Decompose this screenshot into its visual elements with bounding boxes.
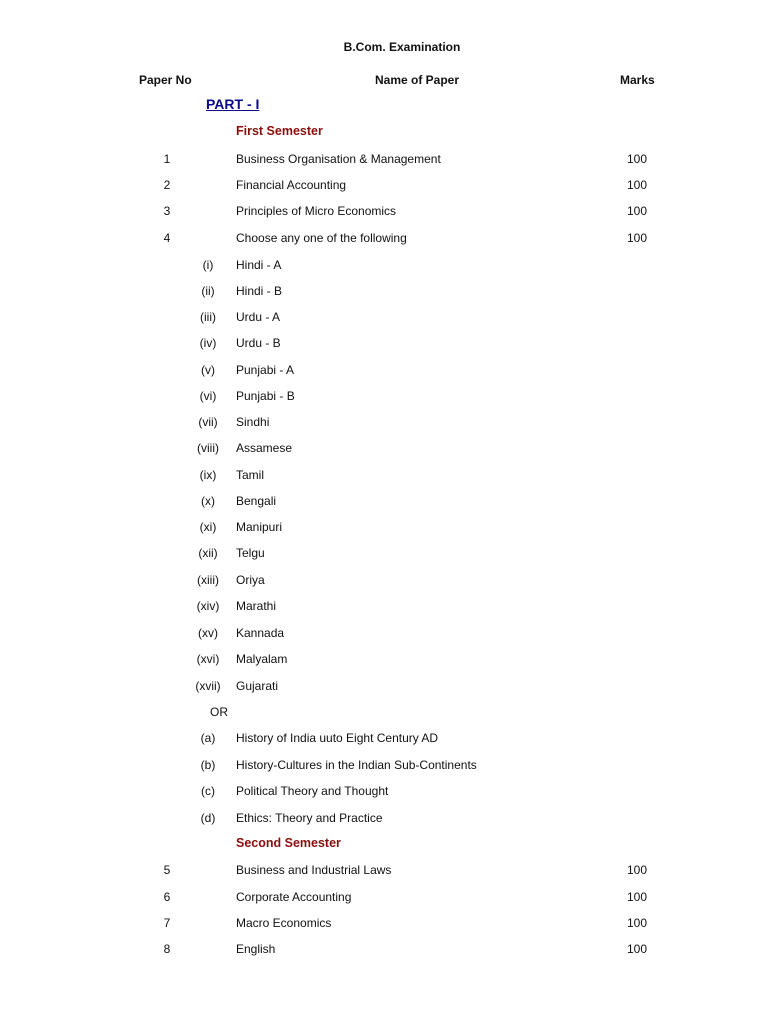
option-name: Punjabi - B bbox=[236, 389, 295, 403]
option-name: Punjabi - A bbox=[236, 363, 295, 377]
option-number: (xv) bbox=[198, 626, 218, 640]
paper-number: 1 bbox=[163, 152, 171, 166]
paper-marks: 100 bbox=[627, 152, 648, 166]
paper-no-header: Paper No bbox=[139, 73, 192, 87]
paper-name-header: Name of Paper bbox=[374, 73, 460, 87]
or-label: OR bbox=[210, 705, 228, 719]
part-heading: PART - I bbox=[206, 96, 260, 112]
option-number: (ix) bbox=[199, 468, 217, 482]
paper-number: 5 bbox=[163, 863, 171, 877]
first-semester-heading: First Semester bbox=[236, 124, 323, 138]
option-name: Manipuri bbox=[236, 520, 283, 534]
paper-name: Financial Accounting bbox=[236, 178, 347, 192]
option-name: Telgu bbox=[236, 546, 265, 560]
option-name: Hindi - A bbox=[236, 258, 282, 272]
option-number: (xvi) bbox=[196, 652, 220, 666]
option-number: (x) bbox=[201, 494, 215, 508]
paper-marks: 100 bbox=[627, 231, 648, 245]
option-number: (c) bbox=[201, 784, 215, 798]
option-number: (xii) bbox=[198, 546, 218, 560]
option-name: Gujarati bbox=[236, 679, 279, 693]
option-number: (xiv) bbox=[196, 599, 220, 613]
option-name: Urdu - A bbox=[236, 310, 281, 324]
option-number: (b) bbox=[200, 758, 216, 772]
paper-number: 6 bbox=[163, 890, 171, 904]
paper-name: Choose any one of the following bbox=[236, 231, 407, 245]
option-number: (xi) bbox=[199, 520, 217, 534]
option-name: History-Cultures in the Indian Sub-Continents bbox=[236, 758, 477, 772]
option-name: Oriya bbox=[236, 573, 265, 587]
paper-number: 7 bbox=[163, 916, 171, 930]
option-number: (a) bbox=[200, 731, 216, 745]
option-name: Sindhi bbox=[236, 415, 270, 429]
option-name: Hindi - B bbox=[236, 284, 283, 298]
option-name: Bengali bbox=[236, 494, 277, 508]
option-name: Marathi bbox=[236, 599, 277, 613]
marks-header: Marks bbox=[620, 73, 655, 87]
option-name: Political Theory and Thought bbox=[236, 784, 389, 798]
option-number: (vi) bbox=[199, 389, 217, 403]
option-number: (xiii) bbox=[197, 573, 219, 587]
option-number: (i) bbox=[202, 258, 214, 272]
paper-marks: 100 bbox=[627, 863, 648, 877]
paper-number: 8 bbox=[163, 942, 171, 956]
paper-marks: 100 bbox=[627, 942, 648, 956]
option-name: Tamil bbox=[236, 468, 265, 482]
option-number: (d) bbox=[200, 811, 216, 825]
option-number: (iii) bbox=[200, 310, 216, 324]
option-number: (v) bbox=[201, 363, 215, 377]
document-title: B.Com. Examination bbox=[343, 40, 461, 54]
option-number: (ii) bbox=[201, 284, 215, 298]
paper-name: Corporate Accounting bbox=[236, 890, 352, 904]
paper-number: 4 bbox=[163, 231, 171, 245]
option-name: Malyalam bbox=[236, 652, 288, 666]
paper-name: Business Organisation & Management bbox=[236, 152, 441, 166]
paper-marks: 100 bbox=[627, 916, 648, 930]
option-number: (viii) bbox=[197, 441, 219, 455]
paper-name: Business and Industrial Laws bbox=[236, 863, 392, 877]
option-number: (vii) bbox=[198, 415, 218, 429]
paper-marks: 100 bbox=[627, 204, 648, 218]
option-name: Kannada bbox=[236, 626, 285, 640]
paper-marks: 100 bbox=[627, 890, 648, 904]
option-number: (xvii) bbox=[195, 679, 221, 693]
option-name: Ethics: Theory and Practice bbox=[236, 811, 383, 825]
paper-marks: 100 bbox=[627, 178, 648, 192]
paper-name: Principles of Micro Economics bbox=[236, 204, 397, 218]
second-semester-heading: Second Semester bbox=[236, 836, 341, 850]
paper-number: 3 bbox=[163, 204, 171, 218]
option-name: Urdu - B bbox=[236, 336, 281, 350]
paper-number: 2 bbox=[163, 178, 171, 192]
option-name: Assamese bbox=[236, 441, 293, 455]
option-name: History of India uuto Eight Century AD bbox=[236, 731, 439, 745]
paper-name: English bbox=[236, 942, 276, 956]
option-number: (iv) bbox=[199, 336, 217, 350]
paper-name: Macro Economics bbox=[236, 916, 332, 930]
